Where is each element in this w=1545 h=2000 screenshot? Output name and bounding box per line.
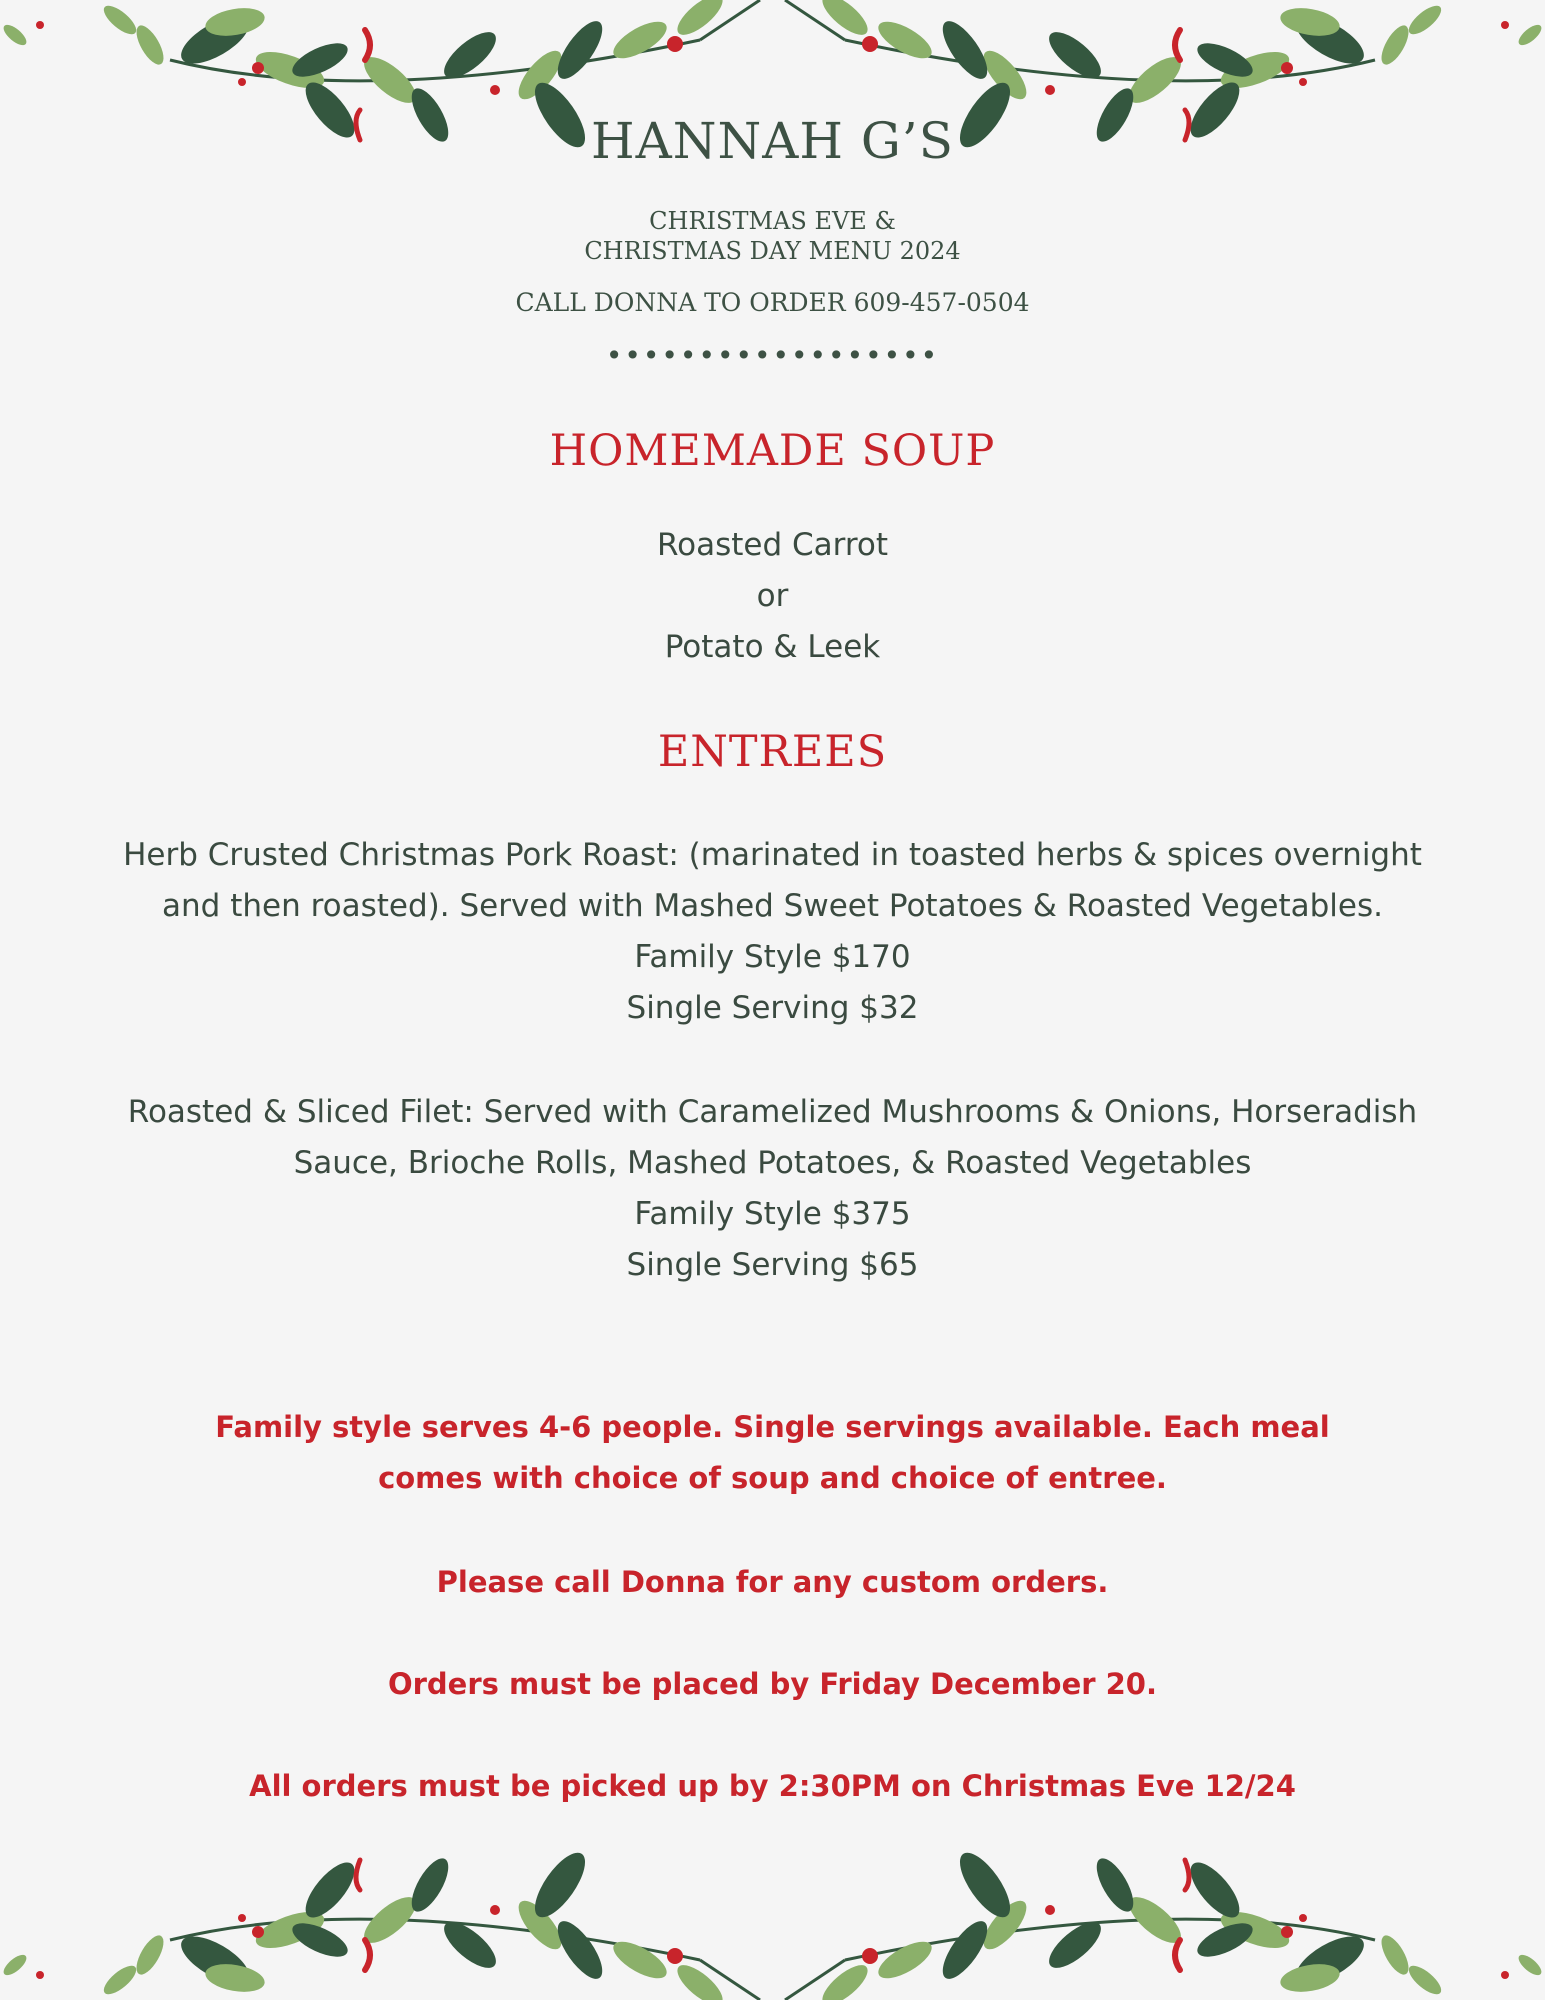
menu-subtitle-line-2: CHRISTMAS DAY MENU 2024: [584, 237, 961, 265]
menu-subtitle: [0, 206, 1545, 266]
serving-note-line: Family style serves 4-6 people. Single servings available. Each meal: [215, 1410, 1330, 1444]
entree-description-line: Sauce, Brioche Rolls, Mashed Potatoes, & Roasted Vegetables: [293, 1145, 1252, 1181]
custom-order-note: Please call Donna for any custom orders.: [436, 1565, 1109, 1599]
entree-description: [33, 830, 1513, 932]
dotted-divider: ••••••••••••••••••: [605, 339, 940, 372]
soup-item: Roasted Carrot: [656, 527, 889, 563]
entree-description-line: Roasted & Sliced Filet: Served with Caramelized Mushrooms & Onions, Horseradish: [127, 1094, 1418, 1130]
order-deadline-note: Orders must be placed by Friday December 20.: [387, 1667, 1158, 1701]
menu-subtitle-line-1: CHRISTMAS EVE &: [649, 207, 896, 235]
holly-garland-bottom: [0, 1820, 1545, 2000]
entree-description-line: and then roasted). Served with Mashed Sweet Potatoes & Roasted Vegetables.: [162, 888, 1383, 924]
soup-separator: or: [756, 578, 789, 614]
pickup-note: All orders must be picked up by 2:30PM on Christmas Eve 12/24: [249, 1769, 1296, 1803]
family-style-price: Family Style $375: [634, 1196, 911, 1232]
restaurant-title: HANNAH G’S: [591, 112, 954, 170]
family-style-price: Family Style $170: [634, 939, 911, 975]
serving-note-line: comes with choice of soup and choice of entree.: [378, 1461, 1167, 1495]
entree-item: [0, 1087, 1545, 1291]
serving-note: [0, 1402, 1545, 1504]
single-serving-price: Single Serving $65: [626, 1247, 919, 1283]
soup-list: [0, 520, 1545, 673]
entrees-heading: ENTREES: [657, 727, 888, 777]
entree-description: [33, 1087, 1513, 1189]
order-phone-line: CALL DONNA TO ORDER 609-457-0504: [515, 288, 1030, 317]
entree-item: [0, 830, 1545, 1034]
soup-item: Potato & Leek: [664, 629, 881, 665]
entree-description-line: Herb Crusted Christmas Pork Roast: (marinated in toasted herbs & spices overnight: [123, 837, 1422, 873]
single-serving-price: Single Serving $32: [626, 990, 919, 1026]
soup-heading: HOMEMADE SOUP: [549, 426, 996, 476]
